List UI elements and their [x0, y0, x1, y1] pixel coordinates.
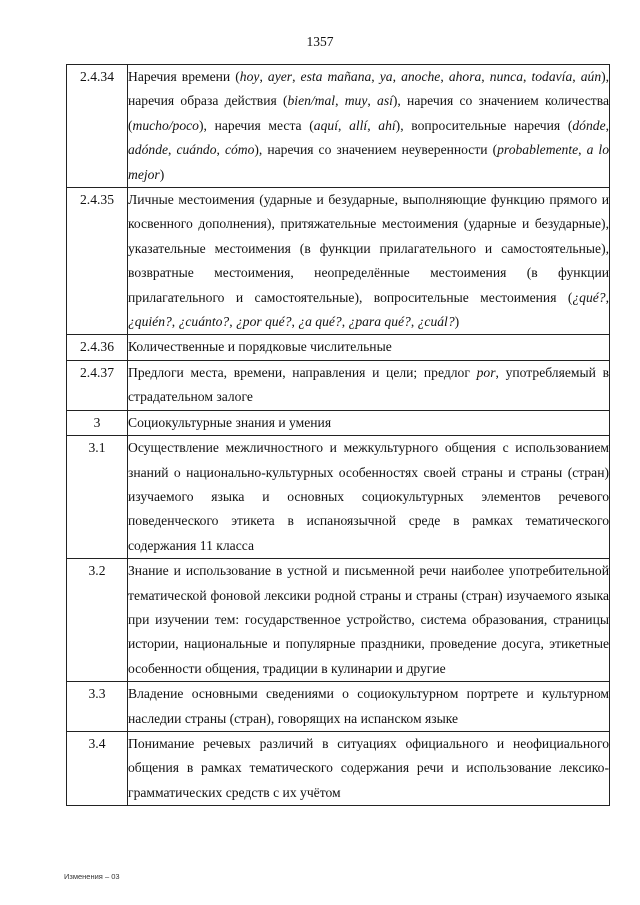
- row-code: 3.3: [67, 682, 128, 732]
- row-content: Личные местоимения (ударные и безударные, выполняющие функцию прямого и косвенного дополнения), притяжательные местоимения (ударные и безударные), указательные местоимения (в функции прилагательного и самостоятельные), возвратные местоимения, неопределённые местоимения (в функции прилагательного и самостоятельные), вопросительные местоимения (¿qué?, ¿quién?, ¿cuánto?, ¿por qué?, ¿a qué?, ¿para qué?, ¿cuál?): [128, 188, 610, 335]
- table-row: [67, 559, 610, 682]
- curriculum-table-body: [67, 65, 610, 806]
- footer-revision-note: Изменения – 03: [64, 872, 120, 881]
- row-content: Количественные и порядковые числительные: [128, 335, 610, 360]
- page-number: 1357: [306, 34, 334, 49]
- row-content: Знание и использование в устной и письменной речи наиболее употребительной тематической фоновой лексики родной страны и страны (стран) изучаемого языка при изучении тем: государственное устройство, система образования, страницы истории, национальные и популярные праздники, проведение досуга, этикетные особенности общения, традиции в кулинарии и другие: [128, 559, 610, 682]
- row-code: 2.4.36: [67, 335, 128, 360]
- row-code: 3.1: [67, 436, 128, 559]
- row-content: Социокультурные знания и умения: [128, 410, 610, 435]
- row-code: 2.4.35: [67, 188, 128, 335]
- row-content: Предлоги места, времени, направления и цели; предлог por, употребляемый в страдательном залоге: [128, 360, 610, 410]
- table-row: [67, 410, 610, 435]
- row-content: Наречия времени (hoy, ayer, esta mañana, ya, anoche, ahora, nunca, todavía, aún), наречия образа действия (bien/mal, muy, así), наречия со значением количества (mucho/poco), наречия места (aquí, allí, ahí), вопросительные наречия (dónde, adónde, cuándo, cómo), наречия со значением неуверенности (probablemente, a lo mejor): [128, 65, 610, 188]
- table-row: [67, 360, 610, 410]
- table-row: [67, 65, 610, 188]
- row-content: Понимание речевых различий в ситуациях официального и неофициального общения в рамках тематического содержания речи и использование лексико-грамматических средств с их учётом: [128, 731, 610, 805]
- table-row: [67, 188, 610, 335]
- row-code: 3.4: [67, 731, 128, 805]
- row-content: Осуществление межличностного и межкультурного общения с использованием знаний о национально-культурных особенностях своей страны и страны (стран) изучаемого языка и основных социокультурных элементов речевого поведенческого этикета в испаноязычной среде в рамках тематического содержания 11 класса: [128, 436, 610, 559]
- table-row: [67, 731, 610, 805]
- row-code: 2.4.34: [67, 65, 128, 188]
- table-row: [67, 682, 610, 732]
- curriculum-table: [66, 64, 610, 806]
- row-content: Владение основными сведениями о социокультурном портрете и культурном наследии страны (стран), говорящих на испанском языке: [128, 682, 610, 732]
- row-code: 2.4.37: [67, 360, 128, 410]
- table-row: [67, 436, 610, 559]
- table-row: [67, 335, 610, 360]
- row-code: 3: [67, 410, 128, 435]
- row-code: 3.2: [67, 559, 128, 682]
